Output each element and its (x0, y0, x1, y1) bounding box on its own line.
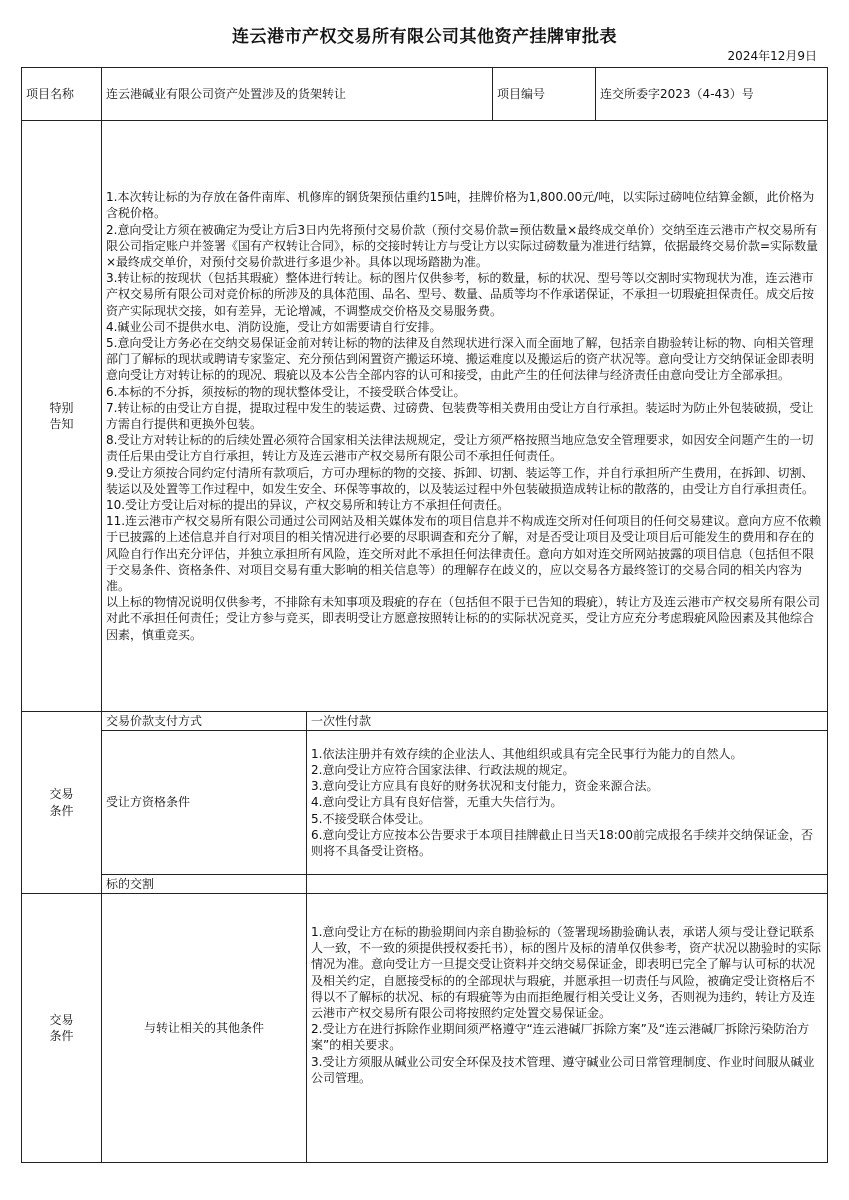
page-title: 连云港市产权交易所有限公司其他资产挂牌审批表 (232, 27, 617, 47)
payment-method-label: 交易价款支付方式 (102, 712, 307, 731)
notice-paragraph: 2.意向受让方须在被确定为受让方后3日内先将预付交易价款（预付交易价款=预估数量×最终成交单价）交纳至连云港市产权交易所有限公司指定账户并签署《国有产权转让合同》，标的交接时转让方与受让方以实际过磅数量为准进行结算，依据最终交易价款=实际数量×最终成交单价，对预付交易价款进行多退少补。具体以现场踏勘为准。 (106, 222, 819, 269)
other-conditions-label: 与转让相关的其他条件 (102, 894, 307, 1163)
qualification-item: 1.依法注册并有效存续的企业法人、其他组织或具有完全民事行为能力的自然人。 (311, 746, 743, 761)
trade-conditions-label-2 (22, 894, 102, 1163)
approval-form-table (21, 67, 828, 1163)
delivery-value (307, 875, 828, 894)
project-no-label: 项目编号 (493, 68, 596, 121)
trade-label-line1: 交易 (49, 787, 74, 802)
notice-label (22, 121, 102, 712)
trade-label-line1: 交易 (49, 1012, 74, 1027)
notice-row (22, 121, 828, 712)
other-conditions-row (22, 894, 828, 1163)
qualification-item: 5.不接受联合体受让。 (311, 811, 431, 826)
notice-paragraph: 7.转让标的由受让方自提，提取过程中发生的装运费、过磅费、包装费等相关费用由受让方自行承担。装运时为防止外包装破损，受让方需自行提供和更换外包装。 (106, 400, 814, 431)
project-name-value: 连云港碱业有限公司资产处置涉及的货架转让 (102, 68, 493, 121)
project-no-value: 连交所委字2023（4-43）号 (596, 68, 828, 121)
notice-label-line1: 特别 (49, 400, 74, 415)
other-condition-item: 3.受让方须服从碱业公司安全环保及技术管理、遵守碱业公司日常管理制度、作业时间服从碱业公司管理。 (311, 1054, 815, 1085)
other-condition-item: 2.受让方在进行拆除作业期间须严格遵守“连云港碱厂拆除方案”及“连云港碱厂拆除污染防治方案”的相关要求。 (311, 1022, 810, 1053)
document-date: 2024年12月9日 (727, 49, 817, 63)
qualification-item: 3.意向受让方应具有良好的财务状况和支付能力，资金来源合法。 (311, 779, 659, 794)
payment-row (22, 712, 828, 731)
notice-label-line2: 告知 (49, 417, 74, 431)
notice-paragraph: 9.受让方须按合同约定付清所有款项后，方可办理标的物的交接、拆卸、切割、装运等工作，并自行承担所产生费用，在拆卸、切割、装运以及处置等工作过程中，如发生安全、环保等事故的，以及装运过程中外包装破损造成转让标的散落的，由受让方自行承担责任。 (106, 465, 815, 496)
qualification-item: 4.意向受让方具有良好信誉，无重大失信行为。 (311, 795, 563, 810)
notice-paragraph: 10.受让方受让后对标的提出的异议，产权交易所和转让方不承担任何责任。 (106, 498, 510, 513)
delivery-label: 标的交割 (102, 875, 307, 894)
notice-paragraph: 11.连云港市产权交易所有限公司通过公司网站及相关媒体发布的项目信息并不构成连交所对任何项目的任何交易建议。意向方应不依赖于已披露的上述信息并自行对项目的相关情况进行必要的尽职调查和充分了解，对是否受让项目及受让项目后可能发生的费用和存在的风险自行作出充分评估，并独立承担所有风险，连交所对此不承担任何法律责任。意向方如对连交所网站披露的项目信息（包括但不限于交易条件、资格条件、对项目交易有重大影响的相关信息等）的理解存在歧义的，应以交易各方最终签订的交易合同的相关内容为准。 (106, 514, 822, 594)
delivery-row (22, 875, 828, 894)
qualification-content (307, 731, 828, 875)
notice-paragraph: 8.受让方对转让标的的后续处置必须符合国家相关法律法规规定，受让方须严格按照当地应急安全管理要求，如因安全问题产生的一切责任后果由受让方自行承担，转让方及连云港市产权交易所有限公司不承担任何责任。 (106, 433, 814, 464)
notice-paragraph: 4.碱业公司不提供水电、消防设施，受让方如需要请自行安排。 (106, 319, 442, 334)
notice-paragraph: 1.本次转让标的为存放在备件南库、机修库的钢货架预估重约15吨，挂牌价格为1,800.00元/吨，以实际过磅吨位结算金额，此价格为含税价格。 (106, 190, 815, 221)
other-conditions-content (307, 894, 828, 1163)
qualification-row (22, 731, 828, 875)
qualification-item: 2.意向受让方应符合国家法律、行政法规的规定。 (311, 762, 575, 777)
project-name-label: 项目名称 (22, 68, 102, 121)
trade-label-line2: 条件 (49, 1029, 74, 1043)
notice-paragraph: 5.意向受让方务必在交纳交易保证金前对转让标的物的法律及自然现状进行深入而全面地了解，包括亲自勘验转让标的物、向相关管理部门了解标的现状或聘请专家鉴定、充分预估到闲置资产搬运环境、搬运难度以及搬运后的资产状况等。意向受让方交纳保证金即表明意向受让方对转让标的的现况、瑕疵以及本公告全部内容的认可和接受，由此产生的任何法律与经济责任由意向受让方全部承担。 (106, 335, 815, 383)
trade-conditions-label (22, 712, 102, 894)
notice-paragraph: 6.本标的不分拆，须按标的物的现状整体受让，不接受联合体受让。 (106, 384, 466, 399)
other-condition-item: 1.意向受让方在标的勘验期间内亲自勘验标的（签署现场勘验确认表，承诺人须与受让登记联系人一致，不一致的须提供授权委托书），标的图片及标的清单仅供参考，资产状况以勘验时的实际情况为准。意向受让方一旦提交受让资料并交纳交易保证金，即表明已完全了解与认可标的状况及相关约定，自愿接受标的的全部现状与瑕疵，并愿承担一切责任与风险，被确定受让资格后不得以不了解标的状况、标的有瑕疵等为由而拒绝履行相关受让义务，否则视为违约，转让方及连云港市产权交易所有限公司将按照约定处置交易保证金。 (311, 925, 822, 1021)
notice-paragraph: 3.转让标的按现状（包括其瑕疵）整体进行转让。标的图片仅供参考，标的数量，标的状况、型号等以交割时实物现状为准，连云港市产权交易所有限公司对竞价标的所涉及的具体范围、品名、型号、数量、品质等均不作承诺保证，不承担一切瑕疵担保责任。成交后按资产实际现状交接，如有差异，无论增减，不调整成交价格及交易服务费。 (106, 271, 815, 318)
notice-content (102, 121, 828, 712)
qualification-item: 6.意向受让方应按本公告要求于本项目挂牌截止日当天18:00前完成报名手续并交纳保证金，否则将不具备受让资格。 (311, 827, 814, 858)
trade-label-line2: 条件 (49, 803, 74, 818)
header-row (22, 68, 828, 121)
notice-paragraph: 以上标的物情况说明仅供参考，不排除有未知事项及瑕疵的存在（包括但不限于已告知的瑕疵），转让方及连云港市产权交易所有限公司对此不承担任何责任；受让方参与竞买，即表明受让方愿意按照转让标的的实际状况竞买，受让方应充分考虑瑕疵风险因素及其他综合因素，慎重竞买。 (106, 595, 821, 642)
payment-method-value: 一次性付款 (307, 712, 828, 731)
qualification-label: 受让方资格条件 (102, 731, 307, 875)
